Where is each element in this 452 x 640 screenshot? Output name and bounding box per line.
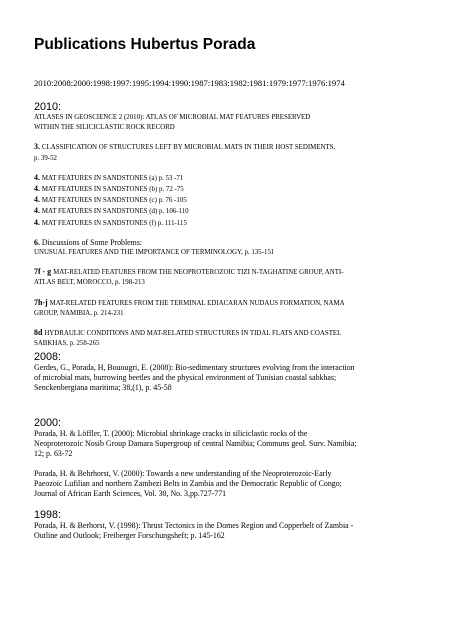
chapter-7hj-entry [34,298,424,319]
chapter-title: MAT FEATURES IN SANDSTONES (b) p. 72 -75 [41,186,184,194]
atlas-line-2: WITHIN THE SILICICLASTIC ROCK RECORD [34,124,175,132]
citation-line: Porada, H. & Berhorst, V. (1998): Thrust Tectonics in the Domes Region and Copperbelt of Zambia - [34,521,354,530]
publication-entry [34,521,424,541]
section-2008 [34,351,424,394]
section-heading-2010: 2010: [34,101,62,113]
chapter-6-entry [34,238,424,258]
list-item [34,218,424,229]
list-item [34,184,424,195]
chapter-number: 4. [34,195,40,205]
chapter-title: MAT-RELATED FEATURES FROM THE NEOPROTEROZOIC TIZI N-TAGHATINE GROUP, ANTI- [53,269,344,277]
chapter-8d-entry [34,328,424,349]
section-2010 [34,101,424,349]
chapter-pages: GROUP, NAMIBIA, p. 214-231 [34,309,124,317]
atlas-line-1: ATLASES IN GEOSCIENCE 2 (2010): ATLAS OF MICROBIAL MAT FEATURES PRESERVED [34,114,311,121]
chapter-title: Discussions of Some Problems: [41,237,143,247]
chapter-title: MAT FEATURES IN SANDSTONES (a) p. 53 -71 [41,174,184,182]
year-index: 2010:2008:2000:1998:1997:1995:1994:1990:1987:1983:1982:1981:1979:1977:1976:1974 [34,78,345,88]
publication-entry [34,429,424,460]
citation-line: Paeozoic Lufilian and northern Zambezi Belts in Zambia and the Democratic Republic of Congo; [34,478,342,488]
chapter-number: 6. [34,237,40,247]
chapter-number: 4. [34,172,40,182]
section-heading-2000: 2000: [34,417,62,429]
chapter-title: CLASSIFICATION OF STRUCTURES LEFT BY MICROBIAL MATS IN THEIR HOST SEDIMENTS, [41,144,336,152]
publication-entry [34,363,424,394]
citation-line: Gerdes, G., Porada, H, Bouougri, E. (2008): Bio-sedimentary structures evolving from the interaction [34,363,355,372]
chapter-subtitle: UNUSUAL FEATURES AND THE IMPORTANCE OF TERMINOLOGY, p. 135-151 [34,249,275,257]
chapter-4-list [34,173,424,229]
atlas-entry [34,113,424,133]
chapter-title: MAT FEATURES IN SANDSTONES (c) p. 76 -105 [41,197,187,205]
list-item [34,195,424,206]
chapter-title: MAT FEATURES IN SANDSTONES (d) p. 106-110 [41,208,189,216]
chapter-pages: p. 39-52 [34,154,57,162]
chapter-number: 8d [34,328,43,338]
chapter-7fg-entry [34,267,424,288]
section-1998 [34,509,424,541]
citation-line: Neoproterozoic Nosib Group Damara Supergroup of central Namibia; Communs geol. Surv. Namibia; [34,439,357,449]
citation-line: 12; p. 63-72 [34,449,73,459]
chapter-number: 4. [34,206,40,216]
section-heading-1998: 1998: [34,509,62,521]
section-heading-2008: 2008: [34,351,62,363]
chapter-pages: SABKHAS, p. 258-265 [34,340,100,348]
section-2000 [34,417,424,499]
chapter-number: 4. [34,217,40,227]
chapter-pages: ATLAS BELT, MOROCCO, p. 198-213 [34,279,145,287]
chapter-number: 3. [34,142,40,152]
chapter-3-entry [34,142,424,163]
citation-line: Outline and Outlook; Freiberger Forschungsheft; p. 145-162 [34,531,225,541]
page-title: Publications Hubertus Porada [34,36,256,53]
citation-line: Porada, H. & Behrhorst, V. (2000): Towards a new understanding of the Neoproterozoic-Early [34,468,332,478]
list-item [34,206,424,217]
citation-line: Journal of African Earth Sciences, Vol. 30, No. 3,pp.727-771 [34,489,227,499]
list-item [34,173,424,184]
publication-entry [34,469,424,500]
citation-line: Porada, H. & Löffler, T. (2000): Microbial shrinkage cracks in siliciclastic rocks of the [34,429,308,438]
chapter-title: MAT-RELATED FEATURES FROM THE TERMINAL EDIACARAN NUDAUS FORMATION, NAMA [49,299,345,307]
chapter-number: 7h-j [34,297,48,307]
chapter-title: MAT FEATURES IN SANDSTONES (f) p. 111-115 [41,219,187,227]
chapter-title: HYDRAULIC CONDITIONS AND MAT-RELATED STRUCTURES IN TIDAL FLATS AND COASTEL [44,330,342,338]
citation-line: Senckenbergiana maritima; 38,(1), p. 45-58 [34,383,172,393]
chapter-number: 7f - g [34,267,52,277]
citation-line: of microbial mats, burrowing beetles and the physical environment of Tunisian coastal sabkhas; [34,373,337,383]
chapter-number: 4. [34,184,40,194]
